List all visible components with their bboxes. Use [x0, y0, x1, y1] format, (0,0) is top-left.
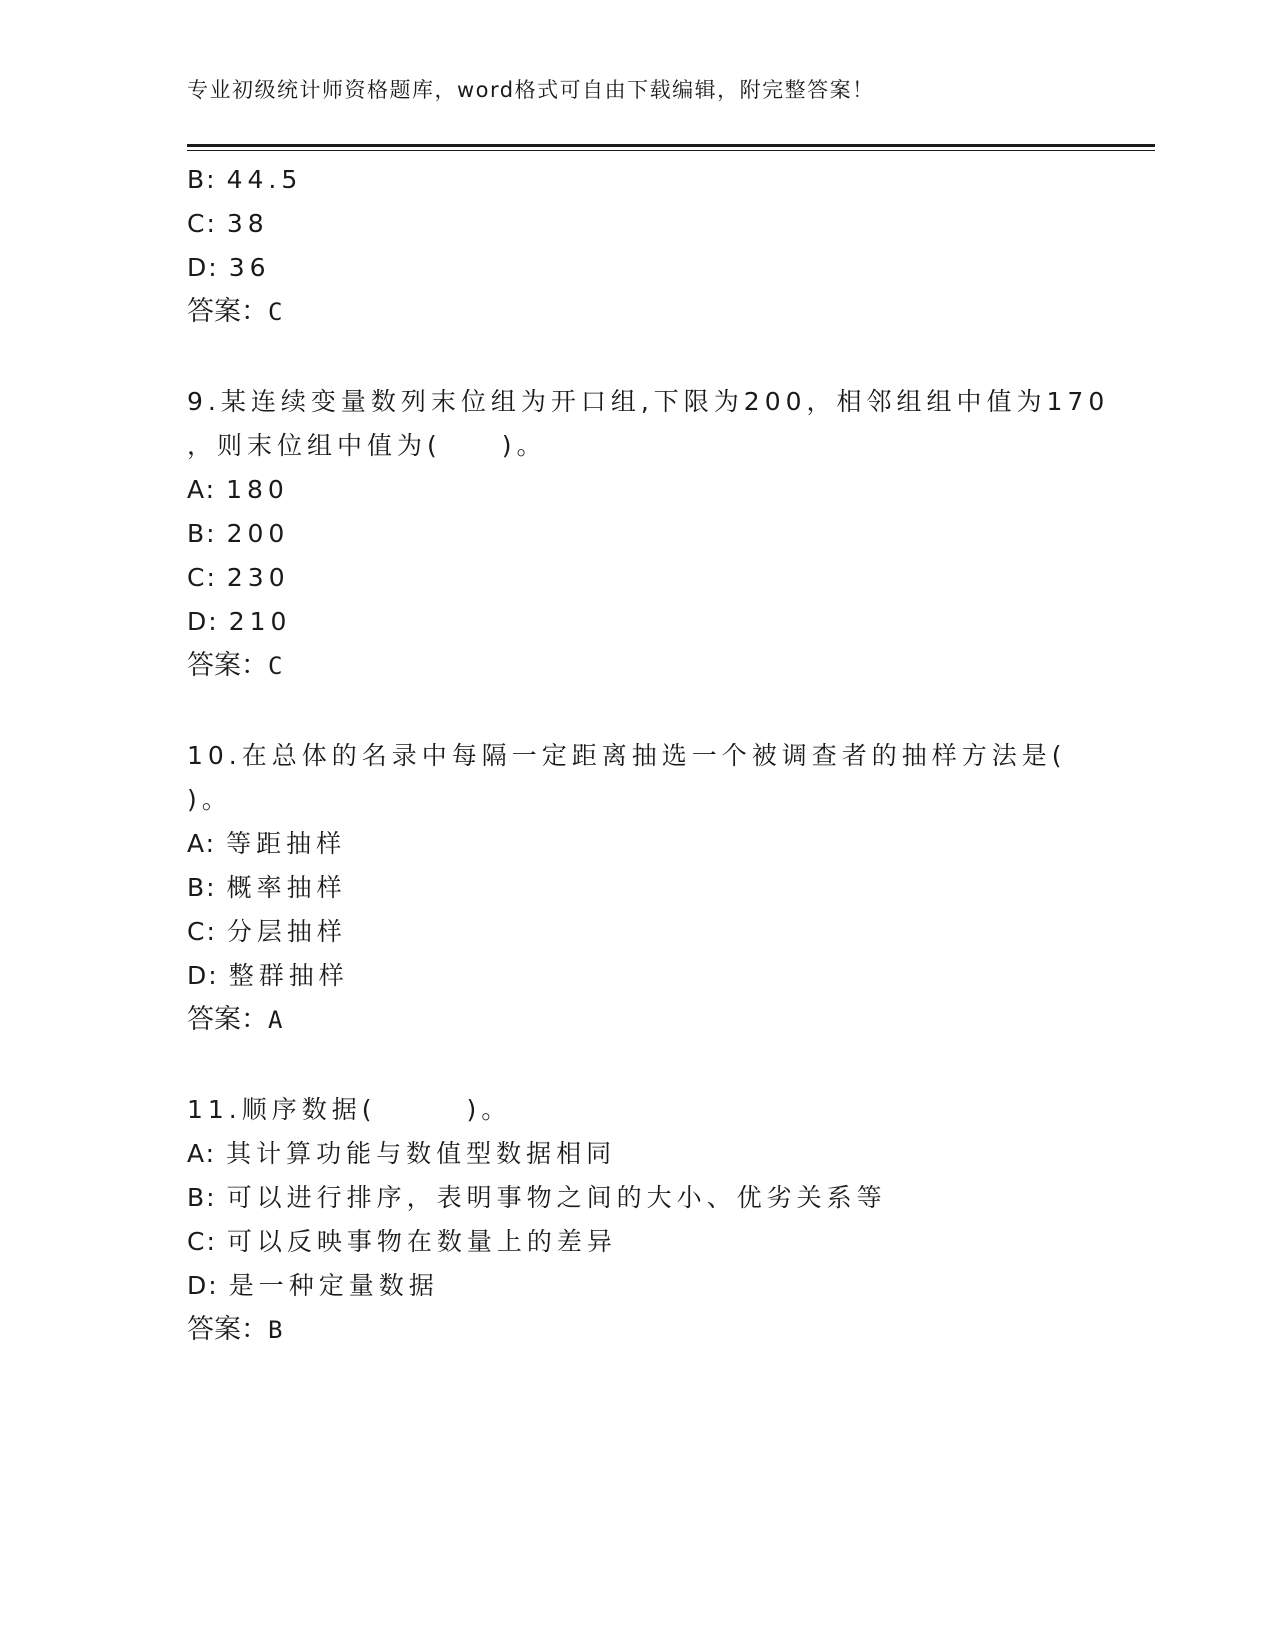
q11-option-c: C: 可以反映事物在数量上的差异	[187, 1227, 617, 1256]
q10-option-b: B: 概率抽样	[187, 873, 347, 902]
q8-answer: 答案：C	[187, 296, 283, 327]
header-rule-thin	[187, 150, 1155, 151]
page-header: 专业初级统计师资格题库，word格式可自由下载编辑，附完整答案！	[187, 78, 875, 102]
q11-stem-line1: 11.顺序数据( )。	[187, 1095, 512, 1124]
q9-option-d: D: 210	[187, 607, 292, 636]
q8-option-d: D: 36	[187, 253, 271, 282]
q11-answer: 答案：B	[187, 1314, 283, 1345]
q11-option-b: B: 可以进行排序，表明事物之间的大小、优劣关系等	[187, 1183, 887, 1212]
q10-stem-line2: )。	[187, 785, 232, 814]
q9-option-a: A: 180	[187, 475, 289, 504]
q9-answer: 答案：C	[187, 650, 283, 681]
q11-option-a: A: 其计算功能与数值型数据相同	[187, 1139, 617, 1168]
q9-option-b: B: 200	[187, 519, 290, 548]
q10-stem-line1: 10.在总体的名录中每隔一定距离抽选一个被调查者的抽样方法是(	[187, 741, 1067, 770]
q10-option-c: C: 分层抽样	[187, 917, 347, 946]
q10-option-a: A: 等距抽样	[187, 829, 347, 858]
q8-option-b: B: 44.5	[187, 165, 303, 194]
q9-option-c: C: 230	[187, 563, 290, 592]
q9-stem-line1: 9.某连续变量数列末位组为开口组,下限为200，相邻组组中值为170	[187, 387, 1110, 416]
q11-option-d: D: 是一种定量数据	[187, 1271, 439, 1300]
q9-stem-line2: ，则末位组中值为( )。	[187, 431, 547, 460]
header-rule-thick	[187, 144, 1155, 147]
q8-option-c: C: 38	[187, 209, 269, 238]
q10-answer: 答案：A	[187, 1004, 283, 1035]
q10-option-d: D: 整群抽样	[187, 961, 349, 990]
